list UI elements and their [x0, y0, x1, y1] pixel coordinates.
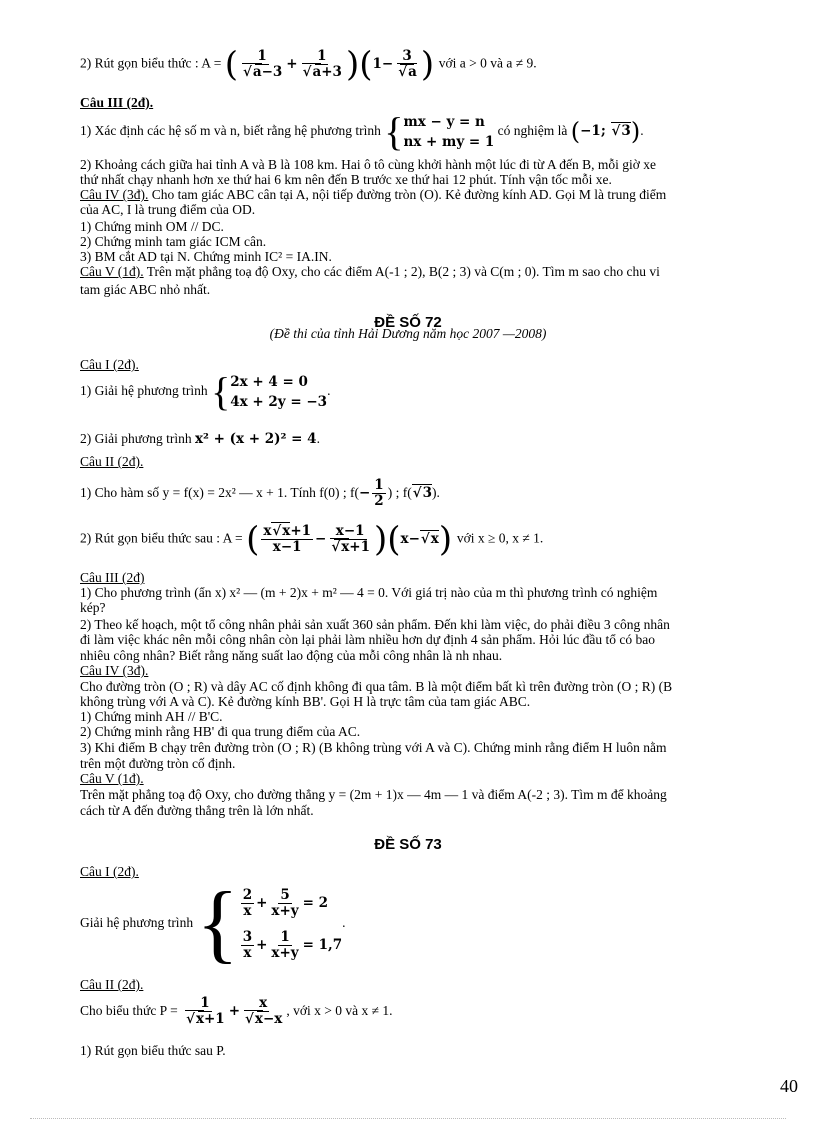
- de73-r2-rhs: = 1,7: [302, 937, 343, 953]
- q3-1-line: 1) Xác định các hệ số m và n, biết rằng hệ phương trình { mx − y = n nx + my = 1 có nghiệm là (−1; √ 3).: [80, 112, 644, 152]
- sol-sqrt: √ 3: [611, 122, 631, 139]
- de73-c2: [80, 996, 393, 1027]
- de73-c2-suffix: , với x > 0 và x ≠ 1.: [286, 1003, 393, 1018]
- system-mn: [403, 112, 494, 152]
- de72-c5-b: cách từ A đến đường thẳng trên là lớn nhất.: [80, 803, 314, 818]
- de72-system: [230, 372, 327, 412]
- de72-title: ĐỀ SỐ 72: [374, 314, 442, 331]
- q3-2-b: thứ nhất chạy nhanh hơn xe thứ hai 6 km nên đến B trước xe thứ hai 12 phút. Tính vận tốc mỗi xe.: [80, 172, 612, 187]
- de72-c4-heading: Câu IV (3đ).: [80, 663, 149, 678]
- de72-subtitle: (Đề thi của tỉnh Hải Dương năm học 2007 —2008): [269, 326, 547, 341]
- expression-a-72: ( $\frac{x√ x+1}{x-1}$ − x−1 √ x+1 )(x−√ x): [246, 531, 457, 547]
- q3-1-prefix: 1) Xác định các hệ số m và n, biết rằng hệ phương trình: [80, 123, 381, 139]
- de72-c3-1b: kép?: [80, 600, 106, 615]
- q2-suffix: với a > 0 và a ≠ 9.: [438, 55, 537, 71]
- c2-2-suffix: với x ≥ 0, x ≠ 1.: [456, 530, 544, 546]
- de73-c2-prefix: Cho biểu thức P =: [80, 1003, 178, 1018]
- de72-sys-row-2: 4x + 2y = −3: [230, 394, 328, 410]
- q5-text-a: Trên mặt phẳng toạ độ Oxy, cho các điểm A(-1 ; 2), B(2 ; 3) và C(m ; 0). Tìm m sao cho chu vi: [143, 264, 660, 279]
- c2-1-end: ).: [431, 485, 440, 500]
- q4-line-a: [80, 187, 666, 203]
- de72-c5-heading: Câu V (1đ).: [80, 771, 144, 786]
- q4-text-a: Cho tam giác ABC cân tại A, nội tiếp đường tròn (O). Kẻ đường kính AD. Gọi M là trung điểm: [148, 187, 667, 202]
- de72-c1-heading: Câu I (2đ).: [80, 357, 139, 372]
- q5-line-a: [80, 264, 660, 280]
- de72-c4-1: 1) Chứng minh AH // B'C.: [80, 709, 223, 724]
- sys-row-2: nx + my = 1: [403, 134, 495, 150]
- de72-c2-1: 1) Cho hàm số y = f(x) = 2x² — x + 1. Tính f(0) ; f(− $\frac{1}{2}$ ) ; f(√ 3).: [80, 478, 440, 509]
- expression-p: 1 √ x+1 + x √ x−x: [181, 1003, 286, 1019]
- de73-c1: Giải hệ phương trình { $\frac{2}{x}$ + $\frac{5}{x+y}$ = 2 $\frac{3}{x}$ + $\frac{1}{x+y}$ = 1,7 .: [80, 875, 346, 972]
- de73-c2-1: 1) Rút gọn biểu thức sau P.: [80, 1043, 226, 1058]
- expression-a: ( 1 √ a−3 + 1 √ a+3 )(1− 3 √ a ): [225, 56, 439, 72]
- q5-heading: Câu V (1đ).: [80, 264, 144, 279]
- de73-system: $\frac{2}{x}$ + $\frac{5}{x+y}$ = 2 $\frac{3}{x}$ + $\frac{1}{x+y}$ = 1,7: [242, 886, 343, 961]
- sol-neg: −1;: [580, 123, 606, 140]
- q4-1: 1) Chứng minh OM // DC.: [80, 219, 224, 234]
- de72-c3-heading: Câu III (2đ): [80, 570, 145, 585]
- c1-2-prefix: 2) Giải phương trình: [80, 431, 192, 446]
- de72-c5-a: Trên mặt phẳng toạ độ Oxy, cho đường thẳng y = (2m + 1)x — 4m — 1 và điểm A(-2 ; 3). Tìm m để khoảng: [80, 787, 667, 802]
- q4-2: 2) Chứng minh tam giác ICM cân.: [80, 234, 267, 249]
- c2-1-mid: ) ; f(: [387, 485, 412, 500]
- c2-2-prefix: 2) Rút gọn biểu thức sau : A =: [80, 530, 243, 546]
- c1-1-prefix: 1) Giải hệ phương trình: [80, 383, 208, 399]
- de72-sys-row-1: 2x + 4 = 0: [230, 374, 308, 390]
- sys-row-1: mx − y = n: [403, 114, 485, 130]
- de72-c3-1a: 1) Cho phương trình (ẩn x) x² — (m + 2)x + m² — 4 = 0. Với giá trị nào của m thì phương trình có nghiệm: [80, 585, 658, 600]
- q4-heading: Câu IV (3đ).: [80, 187, 149, 202]
- de72-c4-2: 2) Chứng minh rằng HB' đi qua trung điểm của AC.: [80, 724, 361, 739]
- q4-line-b: của AC, I là trung điểm của OD.: [80, 202, 256, 217]
- footer-divider: [30, 1118, 786, 1119]
- c1-2-equation: x² + (x + 2)² = 4: [194, 431, 317, 447]
- q3-1-mid: có nghiệm là: [497, 123, 568, 139]
- de72-c1-2: 2) Giải phương trình x² + (x + 2)² = 4.: [80, 431, 320, 447]
- de72-c3-2c: nhiêu công nhân? Biết rằng năng suất lao động của mỗi công nhân là nh nhau.: [80, 648, 503, 663]
- solution-pair: (−1; √ 3): [571, 123, 640, 139]
- de72-c1-1: 1) Giải hệ phương trình { 2x + 4 = 0 4x + 2y = −3 .: [80, 369, 331, 414]
- q3-heading: Câu III (2đ).: [80, 95, 154, 110]
- question-2-line: [80, 44, 537, 84]
- de73-c2-heading: Câu II (2đ).: [80, 977, 144, 992]
- de72-c2-2: [80, 519, 544, 559]
- q5-line-b: tam giác ABC nhỏ nhất.: [80, 282, 211, 297]
- de72-c4-a: Cho đường tròn (O ; R) và dây AC cố định không đi qua tâm. B là một điểm bất kì trên đường tròn (O ; R) (B: [80, 679, 673, 694]
- c2-1-prefix: 1) Cho hàm số y = f(x) = 2x² — x + 1. Tính f(0) ; f(: [80, 485, 359, 500]
- q2-prefix: 2) Rút gọn biểu thức : A =: [80, 55, 222, 71]
- q3-2-a: 2) Khoảng cách giữa hai tỉnh A và B là 108 km. Hai ô tô cùng khởi hành một lúc đi từ A đến B, mỗi giờ xe: [80, 157, 656, 172]
- de72-c4-b: không trùng với A và C). Kẻ đường kính BB'. Gọi H là trực tâm của tam giác ABC.: [80, 694, 531, 709]
- de73-c1-prefix: Giải hệ phương trình: [80, 915, 194, 931]
- de72-c4-3a: 3) Khi điểm B chạy trên đường tròn (O ; R) (B không trùng với A và C). Chứng minh rằng điểm H luôn nằm: [80, 740, 667, 755]
- de73-r1-rhs: = 2: [302, 895, 329, 911]
- q4-3: 3) BM cắt AD tại N. Chứng minh IC² = IA.IN.: [80, 249, 332, 264]
- de72-c4-3b: trên một đường tròn cố định.: [80, 756, 236, 771]
- de73-title: ĐỀ SỐ 73: [374, 836, 442, 853]
- de72-c3-2b: đi làm việc khác nên mỗi công nhân còn lại phải làm nhiều hơn dự định 4 sản phẩm. Hỏi lúc đầu tổ có bao: [80, 632, 655, 647]
- de73-c1-heading: Câu I (2đ).: [80, 864, 139, 879]
- de72-c3-2a: 2) Theo kế hoạch, một tổ công nhân phải sản xuất 360 sản phẩm. Đến khi làm việc, do phải điều 3 công nhân: [80, 617, 670, 632]
- de72-c2-heading: Câu II (2đ).: [80, 454, 144, 469]
- page-number: 40: [780, 1076, 798, 1096]
